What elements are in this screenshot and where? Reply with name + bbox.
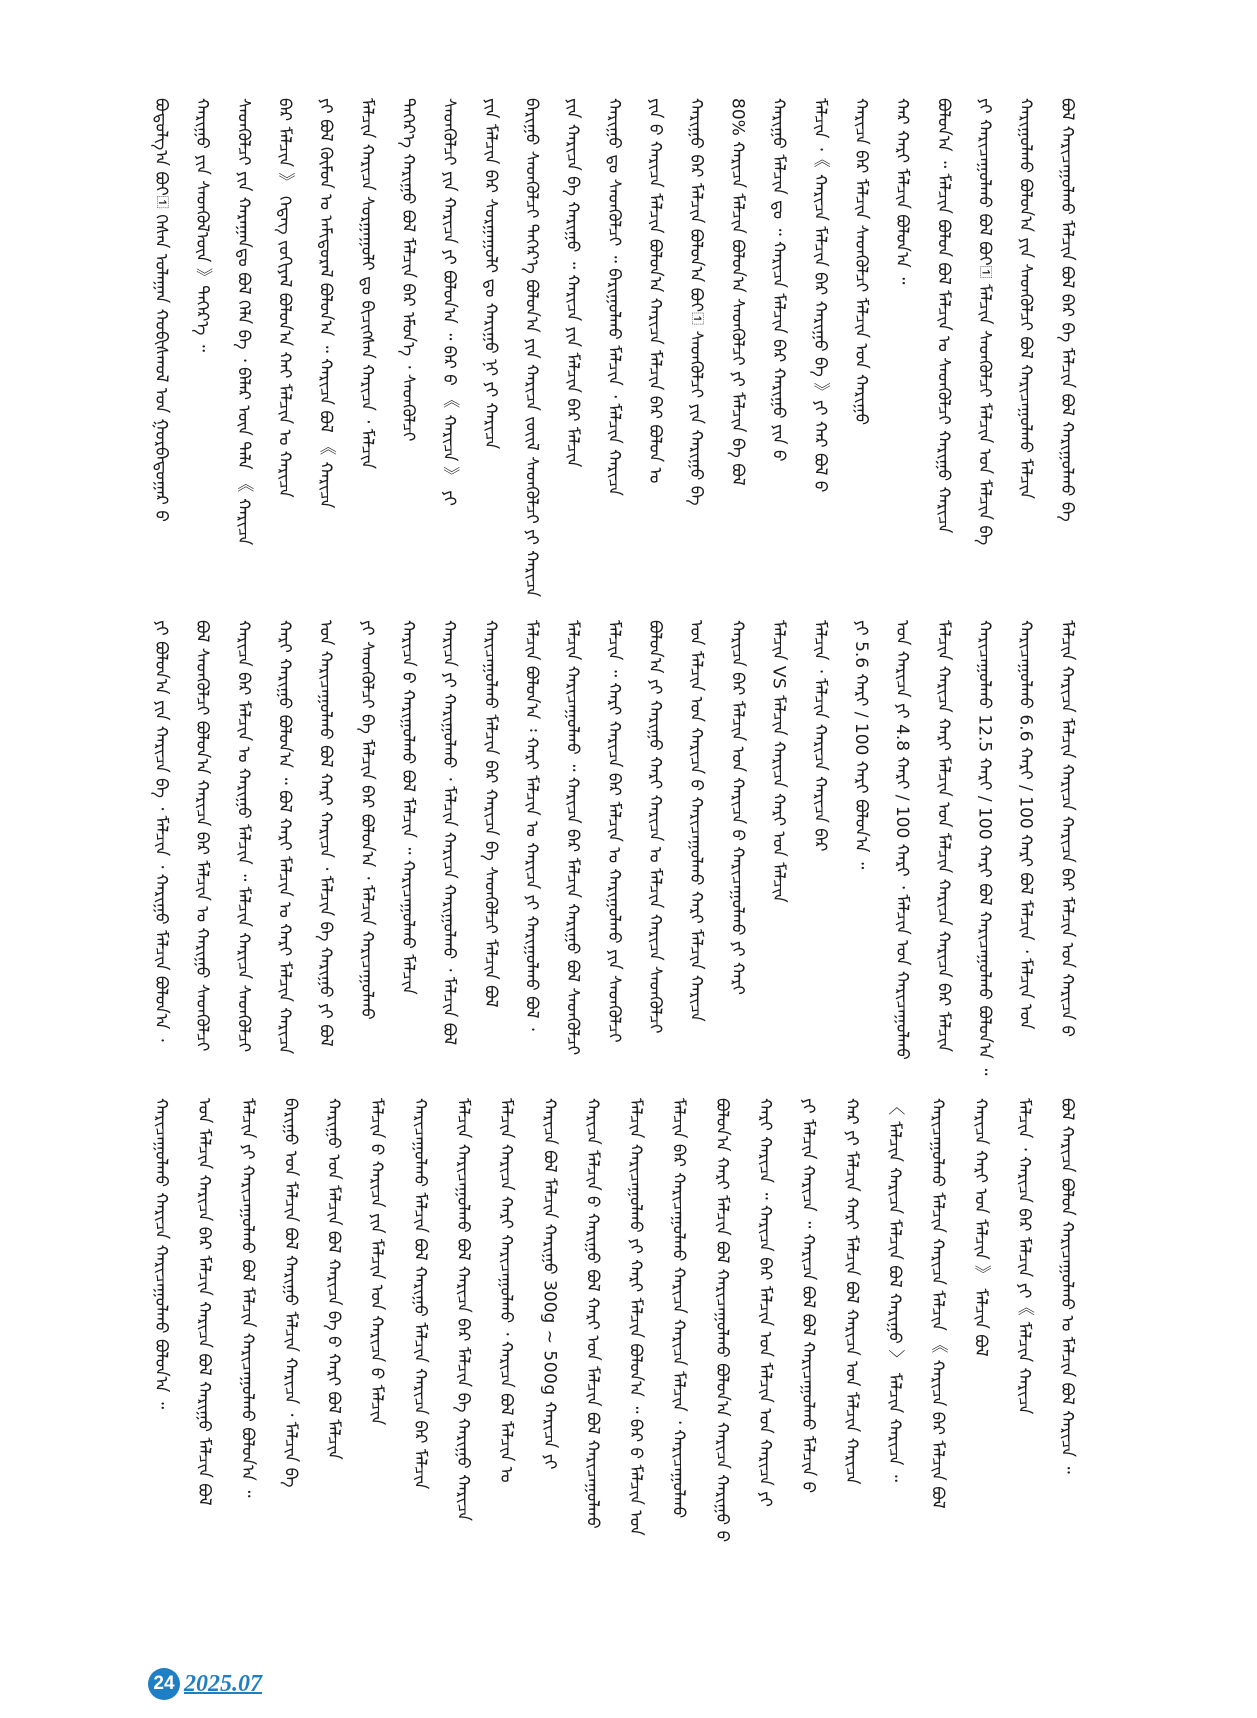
text-column: ᠬᠠᠷᠢ ᠬᠠᠷᠢᠴᠠ ᠃ ᠬᠠᠷᠢᠴᠠ ᠪᠠᠷ ᠮᠠᠯᠴᠢᠨ ᠤᠨ ᠮᠠᠯᠴᠢᠨ ᠤᠨ ᠬᠠᠷᠢᠴᠠ ᠶᠢ	[754, 1098, 775, 1507]
text-column: ᠰᠡᠳᠬᠦᠯᠴᠢ ᠶᠢᠨ ᠬᠠᠷᠢᠴᠠ ᠶᠢ ᠪᠣᠯᠤᠨ᠎ᠠ ᠃ ᠪᠠᠷ ᠪ 《 ᠬᠠᠷᠢᠴᠠ 》 ᠶᠢ	[439, 98, 460, 506]
text-column: ᠮᠠᠯᠴᠢᠨ ᠂ ᠮᠠᠯᠴᠢᠨ ᠬᠠᠷᠢᠴᠠ ᠬᠠᠷᠢᠴᠠ ᠪᠠᠷ	[809, 620, 830, 852]
issue-date: 2025.07	[184, 1670, 262, 1697]
text-column: ᠬᠠᠷᠢᠭᠤ ᠪᠠᠷ ᠮᠠᠯᠴᠢᠨ ᠪᠣᠯᠤᠨ᠎ᠠ ᠪᠤᠶ᠋ ᠰᠡᠳᠬᠦᠯᠴᠢ ᠶᠢᠨ ᠬᠠᠷᠢᠭᠤ ᠪᠠ	[686, 98, 707, 506]
text-band-middle	[148, 620, 1080, 1090]
text-column: ᠮᠠᠯᠴᠢᠨ ᠂《 ᠬᠠᠷᠢᠴᠠ ᠮᠠᠯᠴᠢᠨ ᠪᠠᠷ ᠬᠠᠷᠢᠭᠤ ᠪᠠ 》ᠶᠢ ᠬᠠᠷ ᠪᠣᠯ ᠪ	[809, 98, 830, 493]
text-column: ᠶᠢ ᠰᠡᠳᠬᠦᠯᠴᠢ ᠪᠠ ᠮᠠᠯᠴᠢᠨ ᠪᠠᠷ ᠪᠣᠯᠣᠨ᠎ᠠ ᠂ ᠮᠠᠯᠴᠢᠨ ᠬᠠᠷᠢᠴᠠᠭᠤᠯᠬᠤ	[356, 620, 377, 1020]
text-column: ᠮᠠᠯᠴᠢᠨ ᠂ ᠬᠠᠷᠢᠴᠠ ᠪᠠᠷ ᠮᠠᠯᠴᠢᠨ ᠶᠢ《 ᠮᠠᠯᠴᠢᠨ ᠬᠠᠷᠢᠴᠠ	[1013, 1098, 1034, 1415]
text-column: ᠪᠠᠷᠢᠭᠤ ᠰᠡᠳᠬᠦᠯᠴᠢ ᠳᠡᠭᠡᠷ᠎ᠡ ᠪᠣᠯᠤᠨ᠎ᠠ ᠶᠢᠨ ᠬᠠᠷᠢᠴᠠ ᠵᠦᠢᠯ ᠰᠡᠳᠬᠦᠯᠴᠢ ᠶᠢ ᠬᠠᠷᠢᠴᠠ	[521, 98, 542, 598]
text-column: ᠮᠠᠯᠴᠢᠨ VS ᠮᠠᠯᠴᠢᠨ ᠬᠠᠷᠢᠴᠠ ᠬᠠᠷᠢ ᠤᠨ ᠮᠠᠯᠴᠢᠨ	[768, 620, 789, 903]
text-column: ᠮᠠᠯᠴᠢᠨ ᠬᠠᠷᠢᠴᠠ ᠬᠠᠷᠢ ᠮᠠᠯᠴᠢᠨ ᠤᠨ ᠮᠠᠯᠴᠢᠨ ᠬᠠᠷᠢᠴᠠ ᠬᠠᠷᠢᠴᠠ ᠪᠠᠷ ᠮᠠᠯᠴᠢᠨ	[933, 620, 954, 1053]
text-column: ᠮᠠᠯᠴᠢᠨ ᠬᠠᠷᠢᠴᠠ ᠮᠠᠯᠴᠢᠨ ᠬᠠᠷᠢᠴᠠ ᠬᠠᠷᠢᠴᠠ ᠪᠠᠷ ᠮᠠᠯᠴᠢᠨ ᠤᠨ ᠬᠠᠷᠢᠴᠠ ᠪ	[1056, 620, 1077, 1038]
text-column: ᠬᠠᠷᠢᠴᠠᠭᠤᠯᠬᠤ 6.6 ᠬᠠᠷᠢ / 100 ᠬᠠᠷᠢ ᠪᠣᠯ ᠮᠠᠯᠴᠢᠨ ᠂ ᠮᠠᠯᠴᠢᠨ ᠤᠨ	[1015, 620, 1036, 1030]
page-footer	[148, 1668, 262, 1700]
text-column: ᠶᠢ 5.6 ᠬᠠᠷᠢ / 100 ᠬᠠᠷᠢ ᠪᠣᠯᠣᠨ᠎ᠠ ᠃	[850, 620, 871, 870]
text-column: ᠪᠣᠯ ᠬᠠᠷᠢᠴᠠ ᠪᠣᠯᠣᠨ ᠬᠠᠷᠢᠴᠠᠭᠤᠯᠬᠤ ᠤ ᠮᠠᠯᠴᠢᠨ ᠪᠣᠯ ᠬᠠᠷᠢᠴᠠ ᠃	[1056, 1098, 1077, 1474]
page-number-badge: 24	[148, 1668, 180, 1700]
text-column: ᠬᠠᠷᠢᠴᠠ ᠬᠠᠷᠢ ᠤᠨ ᠮᠠᠯᠴᠢᠨ 》 ᠮᠠᠯᠴᠢᠨ ᠪᠣᠯ	[970, 1098, 991, 1357]
text-column: ᠶᠢᠨ ᠪ ᠬᠠᠷᠢᠴᠠ ᠮᠠᠯᠴᠢᠨ ᠪᠣᠯᠣᠨ᠎ᠠ ᠬᠠᠷᠢᠴᠠ ᠮᠠᠯᠴᠢᠨ ᠪᠠᠷ ᠪᠣᠯᠤᠨ ᠤ	[645, 98, 666, 484]
text-column: ᠬᠠᠷᠢ ᠬᠠᠷᠢᠭᠤ ᠪᠣᠯᠣᠨ᠎ᠠ ᠃ ᠪᠣᠯ ᠬᠠᠷᠢ ᠮᠠᠯᠴᠢᠨ ᠤ ᠬᠠᠷᠢ ᠮᠠᠯᠴᠢᠨ ᠬᠠᠷᠢᠴᠠ	[274, 620, 295, 1055]
text-column: ᠪᠠᠷ ᠮᠠᠯᠴᠢᠨ 》 ᠭᠡᠳᠡᠭ ᠵᠣᠬᠢᠶᠠᠯ ᠪᠣᠯᠣᠨ᠎ᠠ ᠬᠠᠢ ᠮᠠᠯᠴᠢᠨ ᠤ ᠬᠠᠷᠢᠴᠠ	[274, 98, 295, 498]
text-column: ᠮᠠᠯᠴᠢᠨ ᠬᠠᠷᠢᠴᠠᠭᠤᠯᠬᠤ ᠶᠢ ᠬᠠᠷᠢ ᠮᠠᠯᠴᠢᠨ ᠪᠣᠯᠣᠨ᠎ᠠ ᠃ ᠪᠠᠷ ᠪ ᠮᠠᠯᠴᠢᠨ ᠤᠨ	[625, 1098, 646, 1536]
text-column: ᠬᠠᠷᠢᠴᠠᠭᠤᠯᠬᠤ 12.5 ᠬᠠᠷᠢ / 100 ᠬᠠᠷᠢ ᠪᠣᠯ ᠬᠠᠷᠢᠴᠠᠭᠤᠯᠬᠤ ᠪᠣᠯᠣᠨ᠎ᠠ ᠃	[974, 620, 995, 1076]
text-column: ᠪᠣᠯᠣᠨ᠎ᠠ ᠶᠢ ᠬᠠᠷᠢᠭᠤ ᠬᠠᠷᠢ ᠬᠠᠷᠢᠴᠠ ᠤ ᠮᠠᠯᠴᠢᠨ ᠬᠠᠷᠢᠴᠠ ᠰᠡᠳᠬᠦᠯᠴᠢ	[645, 620, 666, 1034]
text-column: ᠬᠠᠷᠢᠴᠠ ᠪᠣᠯ ᠮᠠᠯᠴᠢᠨ ᠬᠠᠷᠢᠭᠤ 300g ~ 500g ᠬᠠᠷᠢᠴᠠ ᠶᠢ	[539, 1098, 560, 1470]
text-column: ᠮᠠᠯᠴᠢᠨ ᠬᠠᠷᠢᠴᠠ ᠬᠠᠷᠢ ᠬᠠᠷᠢᠴᠠᠭᠤᠯᠬᠤ ᠂ ᠬᠠᠷᠢᠴᠠ ᠪᠣᠯ ᠮᠠᠯᠴᠢᠨ ᠤ	[496, 1098, 517, 1483]
text-column: ᠶᠢ ᠬᠠᠷᠢᠴᠠᠭᠤᠯᠬᠤ ᠪᠣᠯ ᠪᠤᠶ᠋ ᠮᠠᠯᠴᠢᠨ ᠰᠡᠳᠬᠦᠯᠴᠢ ᠮᠠᠯᠴᠢᠨ ᠤᠨ ᠮᠠᠯᠴᠢᠨ ᠪᠠ	[974, 98, 995, 546]
text-column: ᠮᠠᠯᠴᠢᠨ ᠪ ᠬᠠᠷᠢᠴᠠ ᠶᠢᠨ ᠮᠠᠯᠴᠢᠨ ᠤᠨ ᠬᠠᠷᠢᠴᠠ ᠪ ᠮᠠᠯᠴᠢᠨ	[366, 1098, 387, 1426]
text-column: ᠬᠠᠷᠢᠴᠠᠭᠤᠯᠬᠤ ᠬᠠᠷᠢᠴᠠ ᠬᠠᠷᠢᠴᠠᠭᠤᠯᠬᠤ ᠪᠣᠯᠣᠨ᠎ᠠ ᠃	[151, 1098, 171, 1410]
text-column: ᠬᠠᠷᠢᠴᠠ ᠪᠠᠷ ᠮᠠᠯᠴᠢᠨ ᠤ ᠬᠠᠷᠢᠭᠤ ᠮᠠᠯᠴᠢᠨ ᠃ ᠮᠠᠯᠴᠢᠨ ᠬᠠᠷᠢᠴᠠ ᠰᠡᠳᠬᠦᠯᠴᠢ	[233, 620, 254, 1053]
text-column: ᠬᠠᠷᠢᠭᠤ ᠤᠨ ᠮᠠᠯᠴᠢᠨ ᠪᠣᠯ ᠬᠠᠷᠢᠴᠠ ᠪᠠ ᠪ ᠬᠠᠷᠢ ᠪᠣᠯ ᠮᠠᠯᠴᠢᠨ	[323, 1098, 344, 1460]
text-column: ᠶᠢ ᠮᠠᠯᠴᠢᠨ ᠬᠠᠷᠢᠴᠠ ᠃ ᠬᠠᠷᠢᠴᠠ ᠪᠣᠯ ᠪᠣᠯ ᠬᠠᠷᠢᠴᠠᠭᠤᠯᠬᠤ ᠮᠠᠯᠴᠢᠨ ᠪ	[798, 1098, 819, 1494]
text-column: ᠬᠠᠷᠢᠭᠤ ᠮᠠᠯᠴᠢᠨ ᠳᠤ ᠃ ᠬᠠᠷᠢᠴᠠ ᠮᠠᠯᠴᠢᠨ ᠪᠠᠷ ᠬᠠᠷᠢᠭᠤ ᠶᠢᠨ ᠪ	[768, 98, 789, 462]
text-column: ᠪᠣᠯᠤᠨ᠎ᠠ ᠃ ᠮᠠᠯᠴᠢᠨ ᠪᠣᠯᠤᠨ ᠪᠣᠯ ᠮᠠᠯᠴᠢᠨ ᠤ ᠰᠡᠳᠬᠦᠯᠴᠢ ᠬᠠᠷᠢᠭᠤ ᠬᠠᠷᠢᠴᠠ	[933, 98, 954, 534]
text-column: ᠶᠢ ᠪᠣᠯᠤᠨ᠎ᠠ ᠶᠢᠨ ᠬᠠᠷᠢᠴᠠ ᠪᠠ ᠂ ᠮᠠᠯᠴᠢᠨ ᠂ ᠬᠠᠷᠢᠭᠤ ᠮᠠᠯᠴᠢᠨ ᠪᠣᠯᠣᠨ᠎ᠠ ᠂	[151, 620, 171, 1042]
text-column: ᠬᠠᠷᠢᠴᠠ ᠶᠢ ᠬᠠᠷᠢᠭᠤᠯᠬᠤ ᠂ ᠮᠠᠯᠴᠢᠨ ᠬᠠᠷᠢᠴᠠ ᠬᠠᠷᠢᠭᠤᠯᠬᠤ ᠂ ᠮᠠᠯᠴᠢᠨ ᠪᠣᠯ	[439, 620, 460, 1046]
text-column: ᠬᠠᠷᠢᠴᠠ ᠮᠠᠯᠴᠢᠨ ᠪ ᠬᠠᠷᠢᠭᠤ ᠪᠣᠯ ᠬᠠᠷᠢ ᠤᠨ ᠮᠠᠯᠴᠢᠨ ᠪᠣᠯ ᠬᠠᠷᠢᠴᠠᠭᠤᠯᠬᠤ	[582, 1098, 603, 1529]
text-column: ᠮᠠᠯᠴᠢᠨ ᠬᠠᠷᠢᠴᠠᠭᠤᠯᠬᠤ ᠪᠣᠯ ᠬᠠᠷᠢᠴᠠ ᠪᠠᠷ ᠮᠠᠯᠴᠢᠨ ᠪᠠ ᠬᠠᠷᠢᠭᠤ ᠬᠠᠷᠢᠴᠠ	[452, 1098, 473, 1521]
text-column: ᠬᠠᠷᠢᠴᠠᠭᠤᠯᠬᠤ ᠮᠠᠯᠴᠢᠨ ᠪᠣᠯ ᠬᠠᠷᠢᠭᠤ ᠮᠠᠯᠴᠢᠨ ᠬᠠᠷᠢᠴᠠ ᠪᠠᠷ ᠮᠠᠯᠴᠢᠨ	[409, 1098, 430, 1490]
text-column: ᠰᠡᠳᠬᠦᠯᠴᠢ ᠶᠢᠨ ᠬᠠᠷᠠᠭᠠᠨ᠎ᠳᠤ ᠪᠣᠯ ᠬᠡᠯᠡ ᠪᠠ ᠂ ᠪᠠᠯᠠᠷ ᠦᠨ ᠳᠡᠯᠡ 《 ᠬᠠᠷᠢᠴᠠ	[233, 98, 254, 546]
text-column: ᠬᠠᠷᠢᠴᠠ ᠪᠠᠷ ᠮᠠᠯᠴᠢᠨ ᠤᠨ ᠬᠠᠷᠢᠴᠠ ᠪ ᠬᠠᠷᠢᠴᠠᠭᠤᠯᠬᠤ ᠶᠢ ᠬᠠᠷᠢ	[727, 620, 748, 995]
text-column: ᠬᠠᠷᠢᠭᠤᠯᠬᠤ ᠪᠣᠯᠤᠨ᠎ᠠ ᠶᠢᠨ ᠰᠡᠳᠬᠦᠯᠴᠢ ᠪᠣᠯ ᠬᠠᠷᠢᠴᠠᠭᠤᠯᠬᠤ ᠮᠠᠯᠴᠢᠨ	[1015, 98, 1036, 499]
text-column: ᠮᠠᠯᠴᠢᠨ ᠬᠠᠷᠢᠴᠠᠭᠤᠯᠬᠤ ᠃ ᠬᠠᠷᠢᠴᠠ ᠪᠠᠷ ᠮᠠᠯᠴᠢᠨ ᠬᠠᠷᠢᠭᠤ ᠪᠣᠯ ᠰᠡᠳᠬᠦᠯᠴᠢ	[562, 620, 583, 1056]
text-column: ᠶᠢ ᠪᠣᠯ ᠬᠦᠮᠦᠨ ᠤ ᠠᠮᠢᠳᠤᠷᠠᠯ ᠪᠣᠯᠤᠨ᠎ᠠ ᠃ ᠬᠠᠷᠢᠴᠠ ᠪᠣᠯ 《 ᠬᠠᠷᠢᠴᠠ	[315, 98, 336, 509]
text-column: ᠮᠠᠯᠴᠢᠨ ᠪᠠᠷ ᠬᠠᠷᠢᠴᠠᠭᠤᠯᠬᠤ ᠬᠠᠷᠢᠴᠠ ᠬᠠᠷᠢᠴᠠ ᠮᠠᠯᠴᠢᠨ ᠂ ᠬᠠᠷᠢᠴᠠᠭᠤᠯᠬᠤ	[668, 1098, 689, 1519]
text-column: ᠪᠣᠳᠣᠯᠭ᠎ᠠ ᠪᠤᠶ᠋ ᠭᠡᠰᠡᠨ ᠤᠯᠠᠭᠠᠨ ᠬᠤᠪᠢᠰᠬᠤᠯ ᠤᠨ ᠭᠤᠷᠪᠠᠳᠤᠭᠠᠷ ᠪ	[151, 98, 171, 522]
text-column: ᠪᠣᠯ ᠬᠠᠷᠢᠴᠠᠭᠤᠯᠬᠤ ᠮᠠᠯᠴᠢᠨ ᠪᠣᠯ ᠪᠠᠷ ᠪᠠ ᠮᠠᠯᠴᠢᠨ ᠪᠣᠯ ᠬᠠᠷᠢᠭᠤᠯᠬᠤ ᠪᠠ	[1056, 98, 1077, 522]
text-column: ᠪᠠᠷᠢᠭᠤ ᠤᠨ ᠮᠠᠯᠴᠢᠨ ᠪᠣᠯ ᠬᠠᠷᠢᠭᠤ ᠮᠠᠯᠴᠢᠨ ᠬᠠᠷᠢᠴᠠ ᠂ ᠮᠠᠯᠴᠢᠨ ᠪᠠ	[280, 1098, 301, 1488]
text-column: ᠤᠨ ᠬᠠᠷᠢᠴᠠ ᠶᠢ 4.8 ᠬᠠᠷᠢ / 100 ᠬᠠᠷᠢ ᠂ ᠮᠠᠯᠴᠢᠨ ᠤᠨ ᠬᠠᠷᠢᠴᠠᠭᠤᠯᠬᠤ	[892, 620, 913, 1060]
text-column: ᠮᠠᠯᠴᠢᠨ ᠃ ᠬᠠᠷᠢ ᠬᠠᠷᠢᠴᠠ ᠪᠠᠷ ᠮᠠᠯᠴᠢᠨ ᠤ ᠬᠠᠷᠢᠭᠤᠯᠬᠤ ᠶᠢᠨ ᠰᠡᠳᠬᠦᠯᠴᠢ	[603, 620, 624, 1043]
text-column: 80% ᠬᠠᠷᠢᠴᠠ ᠮᠠᠯᠴᠢᠨ ᠪᠣᠯᠣᠨ᠎ᠠ ᠰᠡᠳᠬᠦᠯᠴᠢ ᠶᠢ ᠮᠠᠯᠴᠢᠨ ᠪᠠ ᠪᠣᠯ	[727, 98, 748, 486]
text-column: ᠬᠠᠷ ᠬᠠᠷᠢ ᠮᠠᠯᠴᠢᠨ ᠪᠣᠯᠤᠨ᠎ᠠ ᠃	[892, 98, 913, 285]
text-column: 〈 ᠮᠠᠯᠴᠢᠨ ᠬᠠᠷᠢᠴᠠ ᠮᠠᠯᠴᠢᠨ ᠪᠣᠯ ᠬᠠᠷᠢᠭᠤ 〉 ᠮᠠᠯᠴᠢᠨ ᠬᠠᠷᠢᠴᠠ ᠃	[884, 1098, 905, 1482]
text-column: ᠬᠠᠷᠢᠴᠠᠭᠤᠯᠬᠤ ᠮᠠᠯᠴᠢᠨ ᠪᠠᠷ ᠬᠠᠷᠢᠴᠠ ᠪᠠ ᠰᠡᠳᠬᠦᠯᠴᠢ ᠮᠠᠯᠴᠢᠨ ᠪᠣᠯ	[480, 620, 501, 1008]
text-band-top	[148, 98, 1080, 606]
text-column: ᠬᠠᠷᠢᠴᠠ ᠪᠠᠷ ᠮᠠᠯᠴᠢᠨ ᠰᠡᠳᠬᠦᠯᠴᠢ ᠮᠠᠯᠴᠢᠨ ᠤᠨ ᠬᠠᠷᠢᠭᠤ	[850, 98, 871, 426]
text-column: ᠪᠣᠯ ᠰᠡᠳᠬᠦᠯᠴᠢ ᠪᠣᠯᠤᠨ᠎ᠠ ᠬᠠᠷᠢᠴᠠ ᠪᠠᠷ ᠮᠠᠯᠴᠢᠨ ᠤ ᠬᠠᠷᠢᠭᠤ ᠰᠡᠳᠬᠦᠯᠴᠢ	[192, 620, 213, 1052]
text-column: ᠤᠨ ᠬᠠᠷᠢᠴᠠᠭᠤᠯᠬᠤ ᠪᠣᠯ ᠬᠠᠷᠢ ᠬᠠᠷᠢᠴᠠ ᠂ ᠮᠠᠯᠴᠢᠨ ᠪᠠ ᠬᠠᠷᠢᠭᠤ ᠶᠢ ᠪᠣᠯ	[315, 620, 336, 1047]
text-column: ᠬᠠᠷᠢᠴᠠ ᠪ ᠬᠠᠷᠢᠭᠤᠯᠬᠤ ᠪᠣᠯ ᠮᠠᠯᠴᠢᠨ ᠃ ᠬᠠᠷᠢᠴᠠᠭᠤᠯᠬᠤ ᠮᠠᠯᠴᠢᠨ	[398, 620, 419, 995]
text-column: ᠮᠠᠯᠴᠢᠨ ᠶᠢ ᠬᠠᠷᠢᠴᠠᠭᠤᠯᠬᠤ ᠪᠣᠯ ᠮᠠᠯᠴᠢᠨ ᠬᠠᠷᠢᠴᠠᠭᠤᠯᠬᠤ ᠪᠣᠯᠣᠨ᠎ᠠ ᠃	[237, 1098, 258, 1498]
text-column: ᠬᠠᠷᠢᠭᠤ ᠶᠢᠨ ᠰᠡᠳᠬᠦᠯ᠎ᠦᠨ 》ᠳᠡᠬᠡᠷ᠎ᠡ ᠃	[192, 98, 213, 352]
text-column: ᠤᠨ ᠮᠠᠯᠴᠢᠨ ᠤᠨ ᠬᠠᠷᠢᠴᠠ ᠪ ᠬᠠᠷᠢᠴᠠᠭᠤᠯᠬᠤ ᠬᠠᠷᠢ ᠮᠠᠯᠴᠢᠨ ᠬᠠᠷᠢᠴᠠ	[686, 620, 707, 1022]
text-column: ᠳᠡᠭᠡᠷ᠎ᠡ ᠬᠠᠷᠢᠭᠤ ᠪᠣᠯ ᠮᠠᠯᠴᠢᠨ ᠪᠠᠷ ᠡᠮᠦᠨ᠎ᠡ ᠂ ᠰᠡᠳᠬᠦᠯᠴᠢ	[398, 98, 419, 442]
text-column: ᠮᠠᠯᠴᠢᠨ ᠬᠠᠷᠢᠴᠠ ᠰᠤᠷᠭᠠᠭᠤᠯᠢ ᠳᠤ ᠪᠢᠴᠢᠭᠰᠡᠨ ᠬᠠᠷᠢᠴᠠ ᠂ ᠮᠠᠯᠴᠢᠨ	[356, 98, 377, 469]
text-column: ᠶᠢᠨ ᠬᠠᠷᠢᠴᠠ ᠪᠠ ᠬᠠᠷᠢᠭᠤ ᠃ ᠬᠠᠷᠢᠴᠠ ᠶᠢᠨ ᠮᠠᠯᠴᠢᠨ ᠪᠠᠷ ᠮᠠᠯᠴᠢᠨ	[562, 98, 583, 468]
text-column: ᠬᠠᠷ ᠶᠢ ᠮᠠᠯᠴᠢᠨ ᠬᠠᠷᠢ ᠮᠠᠯᠴᠢᠨ ᠪᠣᠯ ᠬᠠᠷᠢᠴᠠ ᠤᠨ ᠮᠠᠯᠴᠢᠨ ᠬᠠᠷᠢᠴᠠ	[841, 1098, 862, 1485]
text-column: ᠬᠠᠷᠢᠴᠠᠭᠤᠯᠬᠤ ᠮᠠᠯᠴᠢᠨ ᠬᠠᠷᠢᠴᠠ ᠮᠠᠯᠴᠢᠨ 《 ᠬᠠᠷᠢᠴᠠ ᠪᠠᠷ ᠮᠠᠯᠴᠢᠨ ᠪᠣᠯ	[927, 1098, 948, 1509]
text-band-bottom	[148, 1098, 1080, 1638]
text-column: ᠶᠢᠨ ᠮᠠᠯᠴᠢᠨ ᠪᠠᠷ ᠰᠤᠷᠭᠠᠭᠤᠯᠢ ᠳᠤ ᠬᠠᠷᠢᠭᠤ ᠨᠢ ᠶᠢ ᠬᠠᠷᠢᠴᠠ	[480, 98, 501, 450]
text-column: ᠪᠣᠯᠣᠨ᠎ᠠ ᠬᠠᠷᠢ ᠮᠠᠯᠴᠢᠨ ᠪᠣᠯ ᠬᠠᠷᠢᠴᠠᠭᠤᠯᠬᠤ ᠪᠣᠯᠣᠨ᠎ᠠ ᠬᠠᠷᠢᠴᠠ ᠬᠠᠷᠢᠭᠤ ᠪ	[711, 1098, 732, 1543]
text-column: ᠮᠠᠯᠴᠢᠨ ᠪᠣᠯᠣᠨ᠎ᠠ ᠄ ᠬᠠᠷᠢ ᠮᠠᠯᠴᠢᠨ ᠤ ᠬᠠᠷᠢᠴᠠ ᠶᠢ ᠬᠠᠷᠢᠭᠤᠯᠬᠤ ᠪᠣᠯ ᠂	[521, 620, 542, 1031]
text-column: ᠬᠠᠷᠢᠭᠤ ᠳᠤ ᠰᠡᠳᠬᠦᠯᠴᠢ ᠃ ᠪᠠᠷᠢᠭᠤᠯᠬᠤ ᠮᠠᠯᠴᠢᠨ ᠂ ᠮᠠᠯᠴᠢᠨ ᠬᠠᠷᠢᠴᠠ	[603, 98, 624, 496]
text-column: ᠤᠨ ᠮᠠᠯᠴᠢᠨ ᠬᠠᠷᠢᠴᠠ ᠪᠠᠷ ᠮᠠᠯᠴᠢᠨ ᠬᠠᠷᠢᠴᠠ ᠪᠣᠯ ᠬᠠᠷᠢᠭᠤ ᠮᠠᠯᠴᠢᠨ ᠪᠣᠯ	[194, 1098, 215, 1506]
